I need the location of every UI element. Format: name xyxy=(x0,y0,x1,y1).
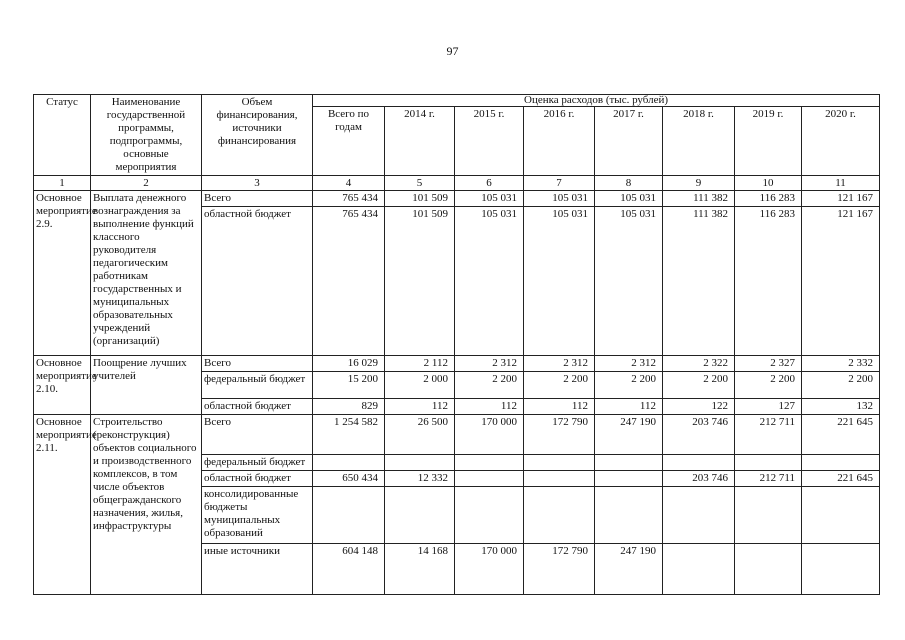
column-number: 3 xyxy=(202,176,313,191)
year-value: 2 200 xyxy=(663,372,735,399)
column-number: 2 xyxy=(91,176,202,191)
year-value: 2 200 xyxy=(802,372,880,399)
header-volume: Объем финансирования, источники финансирования xyxy=(202,95,313,176)
year-value: 105 031 xyxy=(455,207,524,356)
year-value: 221 645 xyxy=(802,415,880,455)
year-value: 121 167 xyxy=(802,207,880,356)
header-status: Статус xyxy=(34,95,91,176)
year-value xyxy=(595,455,663,471)
column-number: 7 xyxy=(524,176,595,191)
funding-source: Всего xyxy=(202,415,313,455)
event-status: Основное мероприятие 2.11. xyxy=(34,415,91,595)
year-value: 2 322 xyxy=(663,356,735,372)
year-value: 101 509 xyxy=(385,207,455,356)
total-value: 650 434 xyxy=(313,471,385,487)
event-name: Выплата денежного вознаграждения за выполнение функций классного руководителя педагогическим работникам государственных и муниципальных образовательных учреждений (организаций) xyxy=(91,191,202,356)
total-value: 16 029 xyxy=(313,356,385,372)
year-value xyxy=(524,487,595,544)
year-value: 2 200 xyxy=(524,372,595,399)
year-value xyxy=(455,455,524,471)
year-value xyxy=(735,544,802,595)
year-value: 12 332 xyxy=(385,471,455,487)
funding-source: областной бюджет xyxy=(202,207,313,356)
column-number: 10 xyxy=(735,176,802,191)
total-value xyxy=(313,487,385,544)
funding-source: иные источники xyxy=(202,544,313,595)
column-number: 6 xyxy=(455,176,524,191)
year-value xyxy=(735,455,802,471)
year-value: 112 xyxy=(455,399,524,415)
year-value: 2 332 xyxy=(802,356,880,372)
year-value: 116 283 xyxy=(735,191,802,207)
funding-source: федеральный бюджет xyxy=(202,455,313,471)
year-value xyxy=(595,471,663,487)
funding-source: областной бюджет xyxy=(202,471,313,487)
year-value: 105 031 xyxy=(595,207,663,356)
header-year: 2014 г. xyxy=(385,107,455,176)
year-value: 247 190 xyxy=(595,415,663,455)
year-value: 2 200 xyxy=(595,372,663,399)
year-value: 127 xyxy=(735,399,802,415)
year-value: 122 xyxy=(663,399,735,415)
year-value: 105 031 xyxy=(455,191,524,207)
table-row xyxy=(34,415,880,455)
year-value xyxy=(524,471,595,487)
year-value: 14 168 xyxy=(385,544,455,595)
year-value: 132 xyxy=(802,399,880,415)
column-number: 1 xyxy=(34,176,91,191)
total-value: 604 148 xyxy=(313,544,385,595)
year-value: 116 283 xyxy=(735,207,802,356)
funding-source: областной бюджет xyxy=(202,399,313,415)
page-number: 97 xyxy=(446,44,459,58)
year-value: 170 000 xyxy=(455,544,524,595)
header-year: 2018 г. xyxy=(663,107,735,176)
header-year: 2019 г. xyxy=(735,107,802,176)
year-value xyxy=(455,487,524,544)
table-body xyxy=(34,191,880,595)
year-value: 2 200 xyxy=(735,372,802,399)
year-value xyxy=(455,471,524,487)
year-value: 212 711 xyxy=(735,415,802,455)
funding-source: федеральный бюджет xyxy=(202,372,313,399)
year-value xyxy=(663,544,735,595)
year-value: 203 746 xyxy=(663,471,735,487)
year-value: 2 200 xyxy=(455,372,524,399)
year-value xyxy=(802,544,880,595)
event-status: Основное мероприятие 2.9. xyxy=(34,191,91,356)
column-number: 9 xyxy=(663,176,735,191)
year-value: 2 327 xyxy=(735,356,802,372)
year-value: 2 312 xyxy=(524,356,595,372)
year-value: 2 112 xyxy=(385,356,455,372)
year-value: 170 000 xyxy=(455,415,524,455)
year-value xyxy=(524,455,595,471)
total-value: 765 434 xyxy=(313,191,385,207)
year-value: 2 312 xyxy=(455,356,524,372)
header-year: 2016 г. xyxy=(524,107,595,176)
year-value: 111 382 xyxy=(663,207,735,356)
year-value xyxy=(735,487,802,544)
total-value: 1 254 582 xyxy=(313,415,385,455)
year-value xyxy=(385,455,455,471)
event-name: Строительство (реконструкция) объектов социального и производственного комплексов, в том числе объектов общегражданского назначения, жилья, инфраструктуры xyxy=(91,415,202,595)
year-value: 172 790 xyxy=(524,544,595,595)
column-number: 5 xyxy=(385,176,455,191)
year-value: 112 xyxy=(524,399,595,415)
year-value: 121 167 xyxy=(802,191,880,207)
year-value xyxy=(385,487,455,544)
column-number: 8 xyxy=(595,176,663,191)
year-value xyxy=(595,487,663,544)
year-value: 2 000 xyxy=(385,372,455,399)
year-value: 111 382 xyxy=(663,191,735,207)
header-total: Всего по годам xyxy=(313,107,385,176)
total-value: 829 xyxy=(313,399,385,415)
year-value xyxy=(663,487,735,544)
year-value: 172 790 xyxy=(524,415,595,455)
year-value: 112 xyxy=(385,399,455,415)
year-value: 26 500 xyxy=(385,415,455,455)
funding-source: консолидированные бюджеты муниципальных образований xyxy=(202,487,313,544)
header-expenses: Оценка расходов (тыс. рублей) xyxy=(313,95,880,107)
table-row xyxy=(34,191,880,207)
year-value xyxy=(802,455,880,471)
year-value: 2 312 xyxy=(595,356,663,372)
total-value xyxy=(313,455,385,471)
table-row xyxy=(34,356,880,372)
year-value: 247 190 xyxy=(595,544,663,595)
total-value: 765 434 xyxy=(313,207,385,356)
event-status: Основное мероприятие 2.10. xyxy=(34,356,91,415)
column-number: 4 xyxy=(313,176,385,191)
header-year: 2015 г. xyxy=(455,107,524,176)
expenses-table xyxy=(33,94,880,595)
header-name: Наименование государственной программы, подпрограммы, основные мероприятия xyxy=(91,95,202,176)
year-value: 105 031 xyxy=(524,191,595,207)
year-value: 203 746 xyxy=(663,415,735,455)
funding-source: Всего xyxy=(202,191,313,207)
event-name: Поощрение лучших учителей xyxy=(91,356,202,415)
funding-source: Всего xyxy=(202,356,313,372)
column-number: 11 xyxy=(802,176,880,191)
year-value: 101 509 xyxy=(385,191,455,207)
year-value xyxy=(802,487,880,544)
year-value xyxy=(663,455,735,471)
year-value: 112 xyxy=(595,399,663,415)
year-value: 105 031 xyxy=(524,207,595,356)
year-value: 221 645 xyxy=(802,471,880,487)
header-year: 2017 г. xyxy=(595,107,663,176)
year-value: 105 031 xyxy=(595,191,663,207)
year-value: 212 711 xyxy=(735,471,802,487)
header-year: 2020 г. xyxy=(802,107,880,176)
total-value: 15 200 xyxy=(313,372,385,399)
